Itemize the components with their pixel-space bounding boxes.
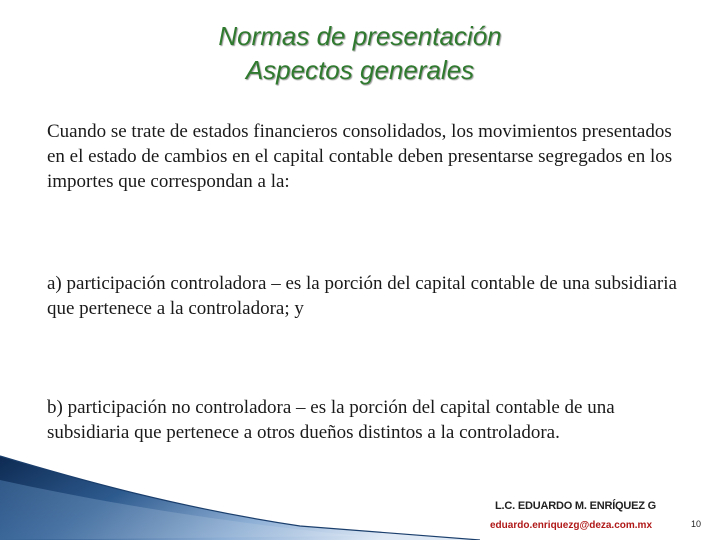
- non-controlling-interest-paragraph: b) participación no controladora – es la porción del capital contable de una subsidiaria que pertenece a otros dueños distintos a la controladora.: [47, 397, 615, 443]
- intro-paragraph: Cuando se trate de estados financieros consolidados, los movimientos presentados en el estado de cambios en el capital contable deben presentarse segregados en los importes que correspondan a la:: [47, 121, 673, 192]
- corner-swoosh-decoration: [0, 440, 480, 540]
- slide-title-line1: Normas de presentación: [218, 21, 502, 51]
- page-number: 10: [691, 519, 702, 529]
- author-email: eduardo.enriquezg@deza.com.mx: [490, 520, 653, 531]
- slide-title-line2: Aspectos generales: [245, 55, 475, 85]
- controlling-interest-paragraph: a) participación controladora – es la porción del capital contable de una subsidiaria que pertenece a la controladora; y: [47, 273, 677, 319]
- author-name: L.C. EDUARDO M. ENRÍQUEZ G: [495, 500, 657, 512]
